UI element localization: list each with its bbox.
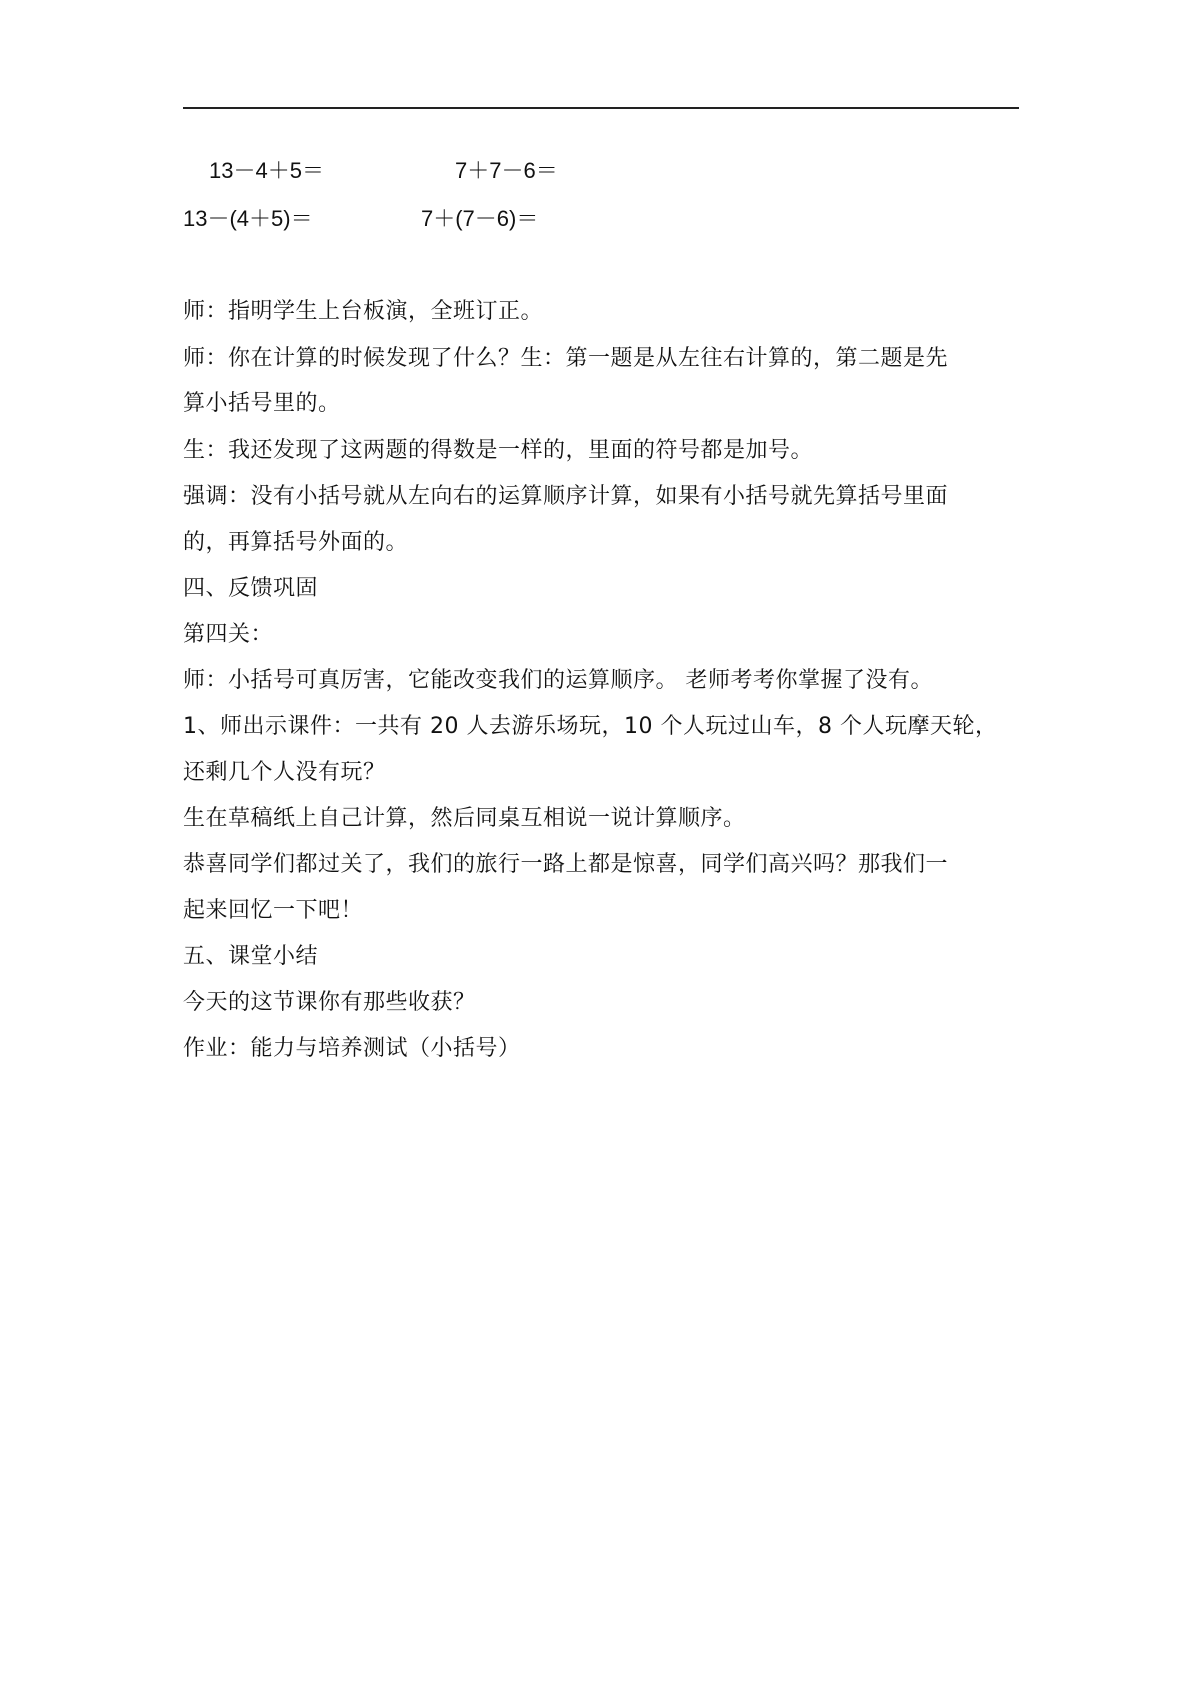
paragraph-line: 起来回忆一下吧！ [183, 898, 364, 923]
equation-row2-left: 13－(4＋5)＝ [183, 206, 313, 231]
equation-row1-right: 7＋7－6＝ [455, 158, 558, 183]
paragraph-line: 1、师出示课件：一共有 20 人去游乐场玩，10 个人玩过山车，8 个人玩摩天轮， [183, 714, 998, 739]
paragraph-line: 生：我还发现了这两题的得数是一样的，里面的符号都是加号。 [183, 438, 814, 463]
paragraph-line: 强调：没有小括号就从左向右的运算顺序计算，如果有小括号就先算括号里面 [183, 484, 949, 509]
paragraph-line: 师：指明学生上台板演，全班订正。 [183, 299, 544, 324]
paragraph-line: 作业：能力与培养测试（小括号） [183, 1036, 521, 1061]
header-rule [183, 107, 1019, 109]
paragraph-line: 还剩几个人没有玩？ [183, 760, 386, 785]
paragraph-line: 今天的这节课你有那些收获？ [183, 990, 476, 1015]
equation-row1-left: 13－4＋5＝ [209, 158, 324, 183]
section-heading: 四、反馈巩固 [183, 576, 319, 601]
paragraph-line: 第四关： [183, 622, 274, 647]
equation-row2-right: 7＋(7－6)＝ [421, 206, 539, 231]
paragraph-line: 恭喜同学们都过关了，我们的旅行一路上都是惊喜，同学们高兴吗？那我们一 [183, 852, 949, 877]
paragraph-line: 生在草稿纸上自己计算，然后同桌互相说一说计算顺序。 [183, 806, 746, 831]
paragraph-line: 师：你在计算的时候发现了什么？生：第一题是从左往右计算的，第二题是先 [183, 346, 949, 371]
section-heading: 五、课堂小结 [183, 944, 319, 969]
paragraph-line: 师：小括号可真厉害，它能改变我们的运算顺序。 老师考考你掌握了没有。 [183, 668, 933, 693]
paragraph-line: 算小括号里的。 [183, 391, 341, 416]
paragraph-line: 的，再算括号外面的。 [183, 530, 409, 555]
